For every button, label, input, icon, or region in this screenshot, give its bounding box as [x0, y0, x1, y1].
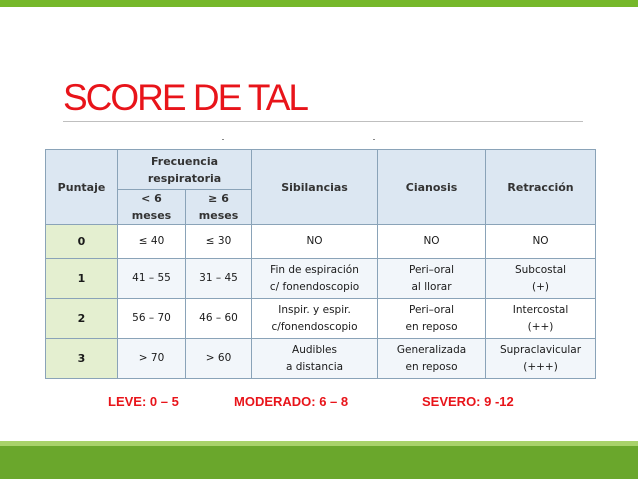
- cell-retraccion-line1: Supraclavicular: [499, 343, 582, 356]
- cell-ge6: > 60: [186, 339, 252, 379]
- cell-retraccion-line1: NO: [532, 235, 549, 247]
- top-accent-bar: [0, 0, 638, 7]
- header-cianosis: Cianosis: [378, 150, 486, 225]
- cell-puntaje: 0: [46, 225, 118, 259]
- footer-band: [0, 446, 638, 479]
- cell-cianosis: [378, 225, 486, 259]
- cell-cianosis: [378, 259, 486, 299]
- cell-puntaje: 2: [46, 299, 118, 339]
- severity-leve: LEVE: 0 – 5: [108, 394, 179, 409]
- header-frecuencia: [118, 150, 252, 190]
- cell-sibilancias-line1: Inspir. y espir.: [278, 303, 351, 316]
- cell-retraccion-line2: (+): [532, 280, 550, 293]
- cell-lt6: ≤ 40: [118, 225, 186, 259]
- cell-puntaje: 1: [46, 259, 118, 299]
- table-row: [46, 225, 596, 259]
- cell-sibilancias-line2: a distancia: [285, 360, 344, 373]
- cell-cianosis-line1: NO: [423, 235, 440, 247]
- cell-sibilancias-line1: Fin de espiración: [270, 263, 359, 276]
- cell-sibilancias: [252, 225, 378, 259]
- severity-severo: SEVERO: 9 -12: [422, 394, 514, 409]
- score-table: [45, 149, 596, 379]
- cell-lt6: 56 – 70: [118, 299, 186, 339]
- scan-artifact-dot: [222, 139, 224, 140]
- cell-cianosis-line1: Peri–oral: [409, 303, 455, 316]
- cell-lt6: 41 – 55: [118, 259, 186, 299]
- cell-retraccion-line2: (++): [527, 320, 554, 333]
- cell-sibilancias-line2: c/ fonendoscopio: [269, 280, 360, 293]
- severity-moderado: MODERADO: 6 – 8: [234, 394, 349, 409]
- cell-cianosis: [378, 299, 486, 339]
- cell-retraccion: [486, 339, 596, 379]
- cell-cianosis-line1: Peri–oral: [409, 263, 455, 276]
- cell-sibilancias: [252, 299, 378, 339]
- table-row: [46, 299, 596, 339]
- cell-retraccion: [486, 299, 596, 339]
- header-retraccion: Retracción: [486, 150, 596, 225]
- scan-artifact-dot: [373, 139, 375, 140]
- cell-sibilancias-line1: Audibles: [292, 343, 337, 356]
- cell-sibilancias: [252, 259, 378, 299]
- table-row: [46, 259, 596, 299]
- cell-retraccion-line1: Subcostal: [514, 263, 567, 276]
- cell-retraccion: [486, 225, 596, 259]
- cell-retraccion-line1: Intercostal: [512, 303, 569, 316]
- cell-retraccion-line2: (+++): [523, 360, 558, 373]
- header-frecuencia-line1: Frecuencia: [150, 154, 219, 168]
- table-row: [46, 339, 596, 379]
- header-frecuencia-line2: respiratoria: [147, 171, 222, 185]
- cell-ge6: ≤ 30: [186, 225, 252, 259]
- cell-cianosis: [378, 339, 486, 379]
- cell-sibilancias-line2: c/fonendoscopio: [271, 320, 358, 333]
- cell-sibilancias-line1: NO: [306, 235, 323, 247]
- cell-cianosis-line2: en reposo: [405, 360, 458, 373]
- cell-retraccion: [486, 259, 596, 299]
- cell-cianosis-line1: Generalizada: [396, 343, 467, 356]
- cell-puntaje: 3: [46, 339, 118, 379]
- cell-ge6: 46 – 60: [186, 299, 252, 339]
- header-sibilancias: Sibilancias: [252, 150, 378, 225]
- header-lt6-meses: < 6 meses: [118, 190, 186, 225]
- slide-title: SCORE DE TAL: [63, 77, 307, 118]
- cell-sibilancias: [252, 339, 378, 379]
- cell-ge6: 31 – 45: [186, 259, 252, 299]
- title-underline: [63, 121, 583, 122]
- cell-lt6: > 70: [118, 339, 186, 379]
- cell-cianosis-line2: al llorar: [411, 280, 452, 293]
- cell-cianosis-line2: en reposo: [405, 320, 458, 333]
- header-puntaje: Puntaje: [46, 150, 118, 225]
- header-ge6-meses: ≥ 6 meses: [186, 190, 252, 225]
